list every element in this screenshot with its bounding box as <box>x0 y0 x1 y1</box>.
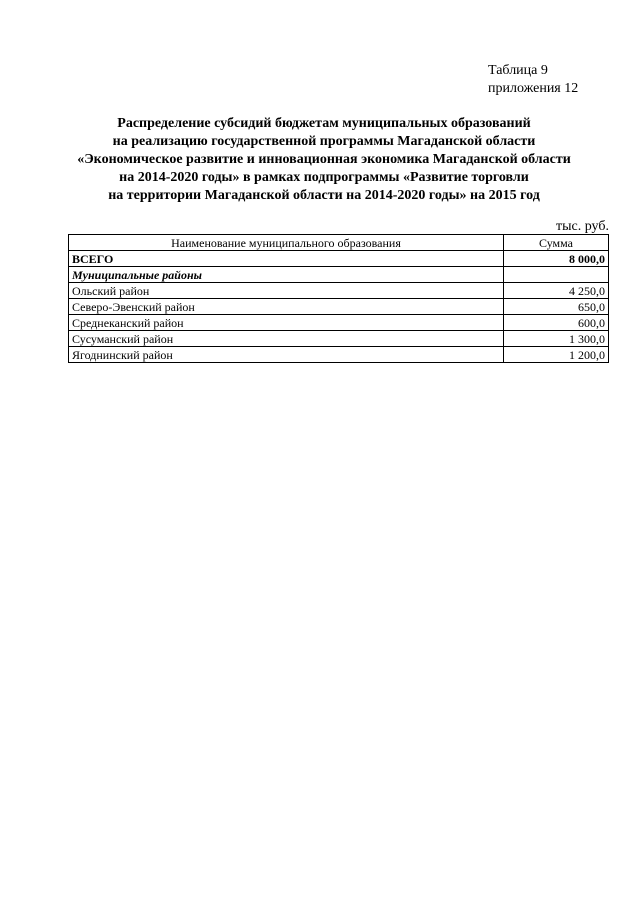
unit-label: тыс. руб. <box>556 219 609 234</box>
document-title <box>40 115 608 205</box>
table-row <box>69 283 609 299</box>
subsidy-table <box>68 234 609 363</box>
group-sum <box>504 267 609 283</box>
district-name: Ольский район <box>69 283 504 299</box>
table-row <box>69 315 609 331</box>
header-name: Наименование муниципального образования <box>69 235 504 251</box>
table-row <box>69 299 609 315</box>
table-number: Таблица 9 <box>488 63 548 78</box>
total-sum: 8 000,0 <box>504 251 609 267</box>
district-name: Ягоднинский район <box>69 347 504 363</box>
table-row <box>69 347 609 363</box>
title-line: на реализацию государственной программы Магаданской области <box>112 134 536 149</box>
district-name: Сусуманский район <box>69 331 504 347</box>
district-name: Среднеканский район <box>69 315 504 331</box>
table-reference <box>488 62 578 98</box>
table-row <box>69 331 609 347</box>
district-sum: 650,0 <box>504 299 609 315</box>
table-header-row <box>69 235 609 251</box>
header-sum: Сумма <box>504 235 609 251</box>
group-row <box>69 267 609 283</box>
district-name: Северо-Эвенский район <box>69 299 504 315</box>
district-sum: 1 300,0 <box>504 331 609 347</box>
appendix-number: приложения 12 <box>488 81 579 96</box>
total-label: ВСЕГО <box>69 251 504 267</box>
district-sum: 4 250,0 <box>504 283 609 299</box>
district-sum: 600,0 <box>504 315 609 331</box>
title-line: Распределение субсидий бюджетам муниципальных образований <box>117 116 531 131</box>
district-sum: 1 200,0 <box>504 347 609 363</box>
group-label: Муниципальные районы <box>69 267 504 283</box>
title-line: «Экономическое развитие и инновационная экономика Магаданской области <box>77 152 571 167</box>
title-line: на 2014-2020 годы» в рамках подпрограммы «Развитие торговли <box>119 170 529 185</box>
title-line: на территории Магаданской области на 2014-2020 годы» на 2015 год <box>108 188 540 203</box>
total-row <box>69 251 609 267</box>
